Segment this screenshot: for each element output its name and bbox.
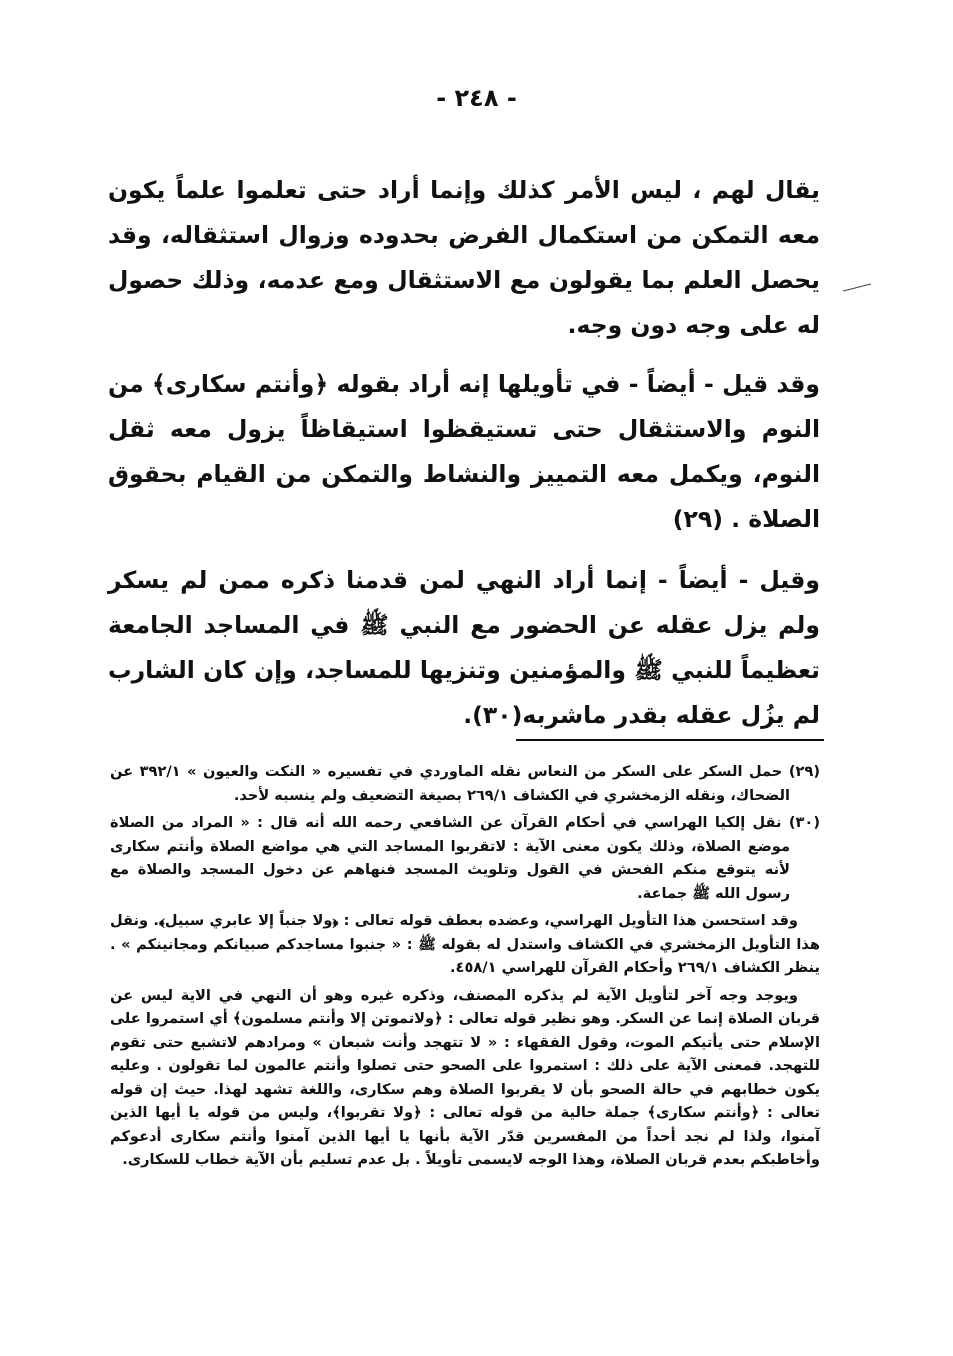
footnotes [110,760,820,1176]
paragraph-2-text: - أيضاً - في تأويلها إنه أراد بقوله ﴿وأنتم سكارى﴾ من النوم والاستثقال حتى تستيقظوا استيقاظاً يزول معه ثقل النوم، ويكمل معه التمييز والنشاط والتمكن من القيام بحقوق الصلاة . (٢٩) [108,370,820,533]
page-number: - ٢٤٨ - [436,84,517,112]
footnote-30-continuation-1: وقد استحسن هذا التأويل الهراسي، وعضده بعطف قوله تعالى : ﴿ولا جنباً إلا عابري سبيل﴾. ونقل هذا التأويل الزمخشري في الكشاف واستدل له بقوله ﷺ : « جنبوا مساجدكم صبيانكم ومجانينكم » . ينظر الكشاف ٢٦٩/١ وأحكام القرآن للهراسي ٤٥٨/١. [110,912,820,976]
paragraph-3 [108,558,820,738]
margin-pen-mark [842,283,872,293]
footnote-29: (٢٩) حمل السكر على السكر من النعاس نقله الماوردي في تفسيره « النكت والعيون » ٣٩٢/١ عن الضحاك، ونقله الزمخشري في الكشاف ٢٦٩/١ بصيغة التضعيف ولم ينسبه لأحد. [110,763,821,804]
paragraph-1-lead: يقال لهم ، [692,176,820,204]
footnote-divider [516,739,824,741]
paragraph-1 [108,168,820,348]
paragraph-1-text: ليس الأمر كذلك وإنما أراد حتى تعلموا علماً يكون معه التمكن من استكمال الفرض بحدوده وزوال استثقاله، وقد يحصل العلم بما يقولون مع الاستثقال ومع عدمه، وذلك حصول له على وجه دون وجه. [108,176,820,339]
paragraph-3-text: - أيضاً - إنما أراد النهي لمن قدمنا ذكره ممن لم يسكر ولم يزل عقله عن الحضور مع النبي ﷺ في المساجد الجامعة تعظيماً للنبي ﷺ والمؤمنين وتنزيها للمساجد، وإن كان الشارب لم يزُل عقله بقدر ماشربه(٣٠). [108,566,820,729]
main-text [108,168,820,752]
paragraph-3-lead: وقيل [759,566,820,594]
footnote-30: (٣٠) نقل إلكيا الهراسي في أحكام القرآن عن الشافعي رحمه الله أنه قال : « المراد من الصلاة موضع الصلاة، وذلك يكون معنى الآية : لاتقربوا المساجد التي هي مواضع الصلاة وأنتم سكارى لأنه يتوقع منكم الفحش في القول وتلويث المسجد فنهاهم عن دخول المسجد والصلاة مع رسول الله ﷺ جماعة. [110,814,820,902]
footnote-30-continuation-2: ويوجد وجه آخر لتأويل الآية لم يذكره المصنف، وذكره غيره وهو أن النهي في الاية ليس عن قربان الصلاة إنما عن السكر. وهو نظير قوله تعالى : ﴿ولاتموتن إلا وأنتم مسلمون﴾ أي استمروا على الإسلام حتى يأتيكم الموت، وقول الفقهاء : « لا تتهجد وأنت شبعان » ومرادهم لاتشبع حتى تقوم للتهجد. فمعنى الآية على ذلك : استمروا على الصحو حتى تصلوا وأنتم عالمون لما تقولون . وعليه يكون خطابهم في حالة الصحو بأن لا يقربوا الصلاة وهم سكارى، واللغة تشهد لهذا. حيث إن قوله تعالى : ﴿وأنتم سكارى﴾ جملة حالية من قوله تعالى : ﴿ولا تقربوا﴾، وليس من قوله يا أيها الذين آمنوا، ولذا لم نجد أحداً من المفسرين قدّر الآية بأنها يا أيها الذين آمنوا وأنتم سكارى أدعوكم وأخاطبكم بعدم قربان الصلاة، وهذا الوجه لايسمى تأويلاً . بل عدم تسليم بأن الآية خطاب للسكارى. [110,986,820,1168]
paragraph-2-lead: وقد قيل [722,370,820,398]
paragraph-2 [108,362,820,542]
